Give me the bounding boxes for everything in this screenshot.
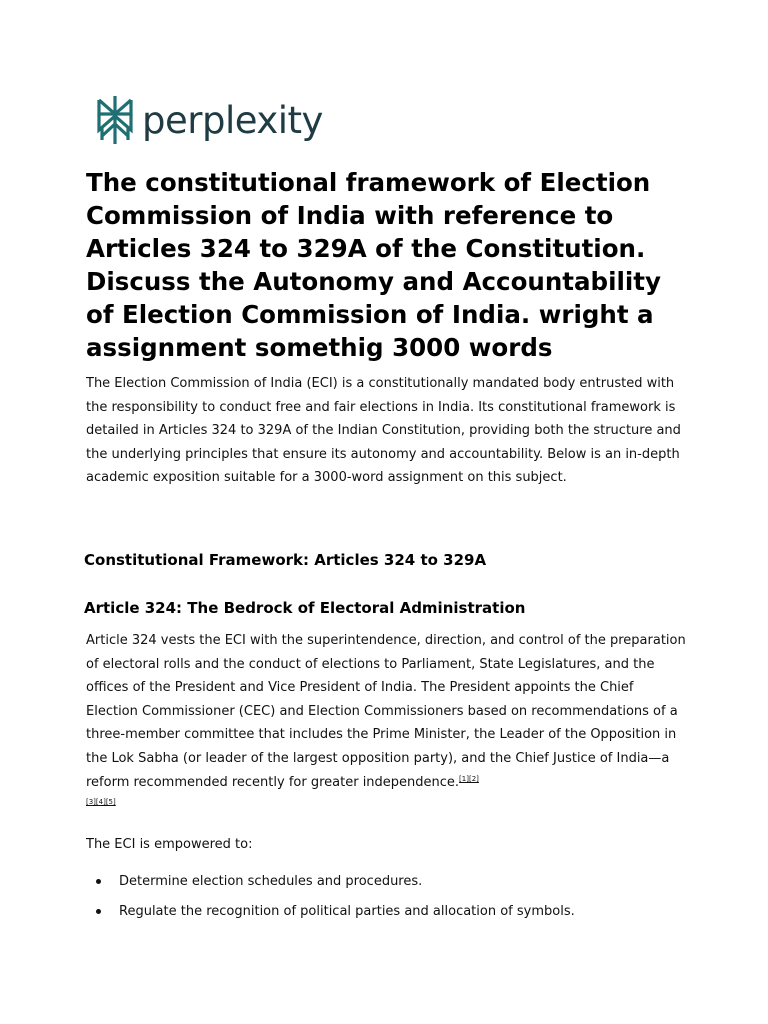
list-item [86,900,686,923]
citation-links[interactable]: [1][2] [459,774,479,783]
bullet-icon [96,909,101,914]
empowered-intro: The ECI is empowered to: [86,837,253,852]
perplexity-wordmark: perplexity [142,98,323,142]
list-item-text: Determine election schedules and procedures. [119,874,423,889]
article-324-paragraph [86,629,686,794]
powers-list [86,870,686,930]
perplexity-logo [94,94,323,146]
article-324-text: Article 324 vests the ECI with the superintendence, direction, and control of the preparation of electoral rolls and the conduct of elections to Parliament, State Legislatures, and the offices of the President and Vice President of India. The President appoints the Chief Election Commissioner (CEC) and Election Commissioners based on recommendations of a three-member committee that includes the Prime Minister, the Leader of the Opposition in the Lok Sabha (or leader of the largest opposition party), and the Chief Justice of India—a reform recommended recently for greater independence. [86,633,686,790]
perplexity-logo-icon [94,94,136,146]
section-heading-framework: Constitutional Framework: Articles 324 to 329A [84,551,487,569]
citation-links-continued[interactable]: [3][4][5] [86,798,116,806]
list-item [86,870,686,893]
bullet-icon [96,879,101,884]
intro-paragraph: The Election Commission of India (ECI) is a constitutionally mandated body entrusted with the responsibility to conduct free and fair elections in India. Its constitutional framework is detailed in Articles 324 to 329A of the Indian Constitution, providing both the structure and the underlying principles that ensure its autonomy and accountability. Below is an in-depth academic exposition suitable for a 3000-word assignment on this subject. [86,376,681,486]
section-heading-article-324: Article 324: The Bedrock of Electoral Administration [84,599,526,617]
list-item-text: Regulate the recognition of political parties and allocation of symbols. [119,904,575,919]
document-title: The constitutional framework of Election Commission of India with reference to Articles 324 to 329A of the Constitution. Discuss the Autonomy and Accountability of Election Commission of India. wright a assignment somethig 3000 words [86,168,661,362]
